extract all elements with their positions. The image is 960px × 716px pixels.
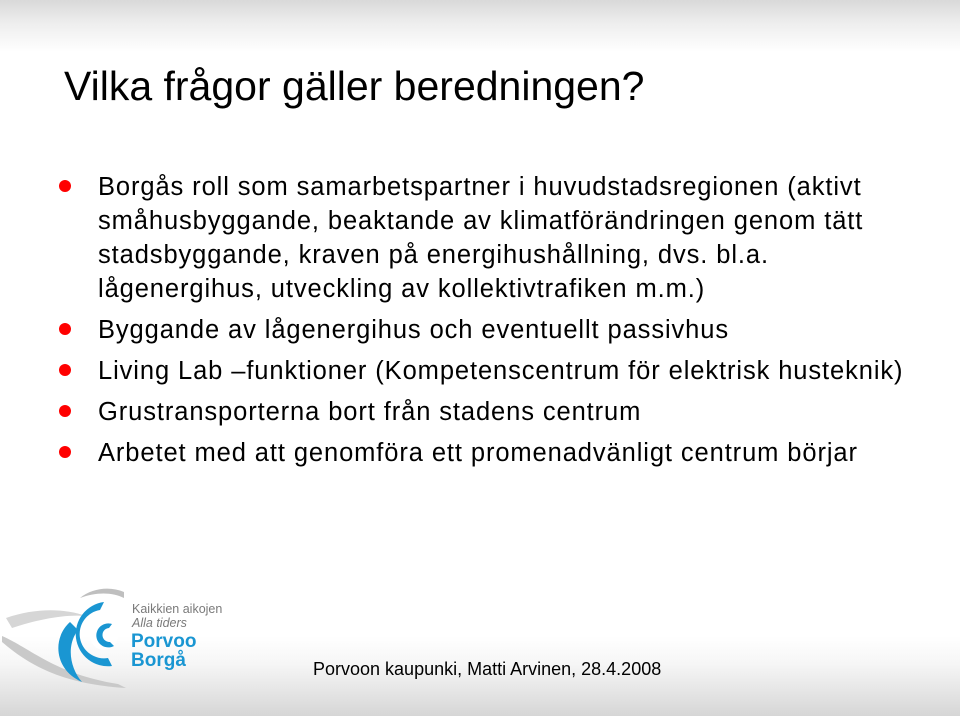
bullet-item: Grustransporterna bort från stadens centrum	[98, 395, 918, 429]
logo-name-porvoo: Porvoo	[131, 631, 197, 652]
bullet-item: Byggande av lågenergihus och eventuellt passivhus	[98, 313, 918, 347]
bullet-item: Borgås roll som samarbetspartner i huvudstadsregionen (aktivt småhusbyggande, beaktande av klimatförändringen genom tätt stadsbyggande, kraven på energihushållning, dvs. bl.a. lågenergihus, utveckling av kollektivtrafiken m.m.)	[98, 170, 918, 306]
logo-tagline-finnish: Kaikkien aikojen	[132, 602, 223, 616]
top-gradient-band	[0, 0, 960, 52]
slide-title: Vilka frågor gäller beredningen?	[64, 63, 645, 109]
logo-name-borga: Borgå	[131, 650, 186, 671]
logo-tagline-swedish: Alla tiders	[132, 616, 187, 630]
bullet-item: Arbetet med att genomföra ett promenadvänligt centrum börjar	[98, 436, 918, 470]
bullet-list	[98, 170, 918, 477]
bullet-item: Living Lab –funktioner (Kompetenscentrum för elektrisk husteknik)	[98, 354, 918, 388]
porvoo-c-swirl-icon	[0, 578, 240, 694]
slide-footer: Porvoon kaupunki, Matti Arvinen, 28.4.2008	[313, 659, 662, 679]
porvoo-borga-logo	[0, 578, 240, 694]
